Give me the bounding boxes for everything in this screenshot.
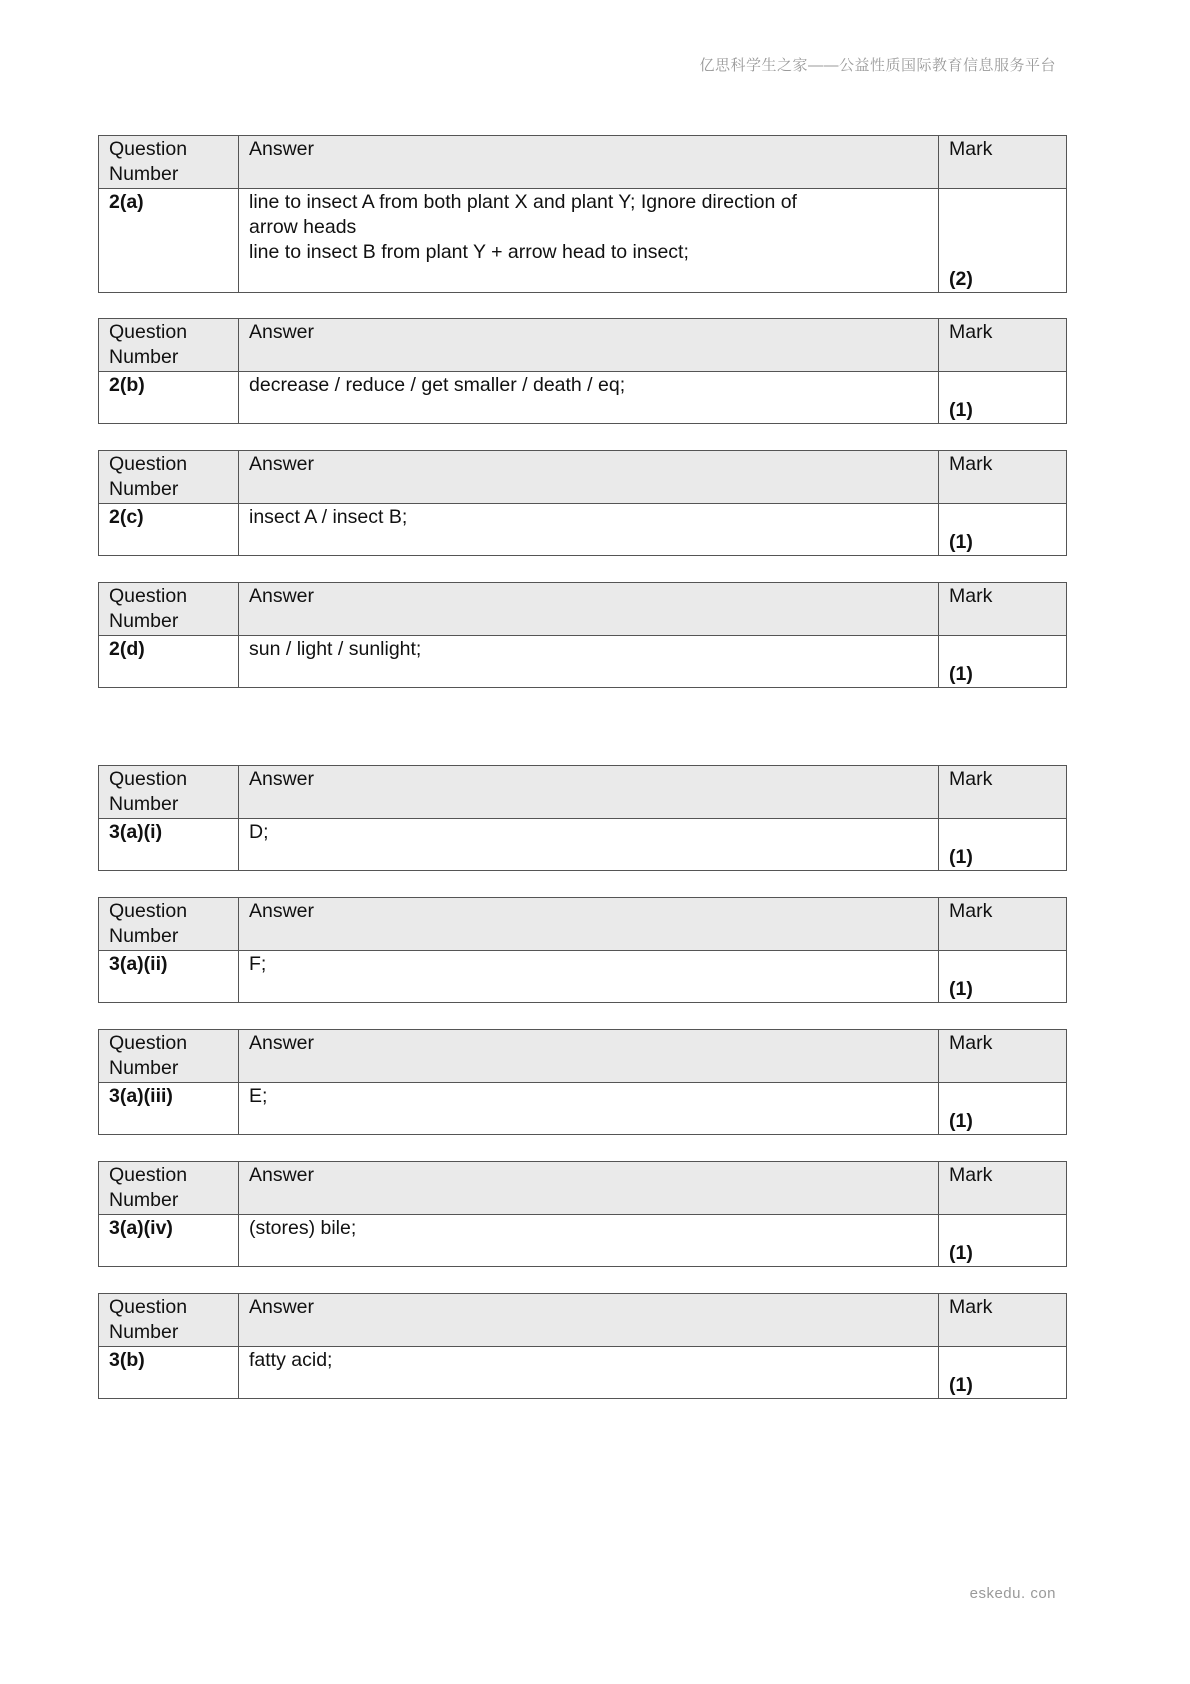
answer-line: arrow heads xyxy=(249,216,357,238)
page-footer-text: eskedu. con xyxy=(969,1585,1056,1602)
question-number: 2(d) xyxy=(99,636,239,688)
table-header-row xyxy=(99,451,1067,504)
answer-header: Answer xyxy=(239,1162,939,1215)
question-number-header: Question Number xyxy=(99,766,239,819)
table-header-row xyxy=(99,1162,1067,1215)
mark-value: (1) xyxy=(939,1347,1067,1399)
mark-value: (1) xyxy=(939,504,1067,556)
question-number: 2(b) xyxy=(99,372,239,424)
table-header-row xyxy=(99,898,1067,951)
mark-header: Mark xyxy=(939,898,1067,951)
table-header-row xyxy=(99,1294,1067,1347)
mark-scheme-table-3aiv xyxy=(98,1161,1067,1267)
answer-cell xyxy=(239,1215,939,1267)
question-number-header: Question Number xyxy=(99,1294,239,1347)
answer-cell xyxy=(239,636,939,688)
mark-header: Mark xyxy=(939,1162,1067,1215)
answer-cell xyxy=(239,819,939,871)
answer-cell xyxy=(239,1083,939,1135)
table-header-row xyxy=(99,136,1067,189)
question-number-header: Question Number xyxy=(99,1162,239,1215)
question-number: 3(b) xyxy=(99,1347,239,1399)
answer-header: Answer xyxy=(239,898,939,951)
answer-line: E; xyxy=(249,1085,268,1107)
answer-line: sun / light / sunlight; xyxy=(249,638,422,660)
table-row xyxy=(99,636,1067,688)
answer-line: line to insect A from both plant X and plant Y; Ignore direction of xyxy=(249,191,797,213)
answer-line: F; xyxy=(249,953,267,975)
mark-header: Mark xyxy=(939,583,1067,636)
table-row xyxy=(99,372,1067,424)
table-row xyxy=(99,1215,1067,1267)
question-number: 3(a)(i) xyxy=(99,819,239,871)
answer-cell xyxy=(239,504,939,556)
mark-scheme-table-2a xyxy=(98,135,1067,293)
question-number-header: Question Number xyxy=(99,1030,239,1083)
mark-scheme-table-3aiii xyxy=(98,1029,1067,1135)
mark-value: (1) xyxy=(939,951,1067,1003)
answer-cell xyxy=(239,189,939,293)
table-header-row xyxy=(99,766,1067,819)
question-number: 2(c) xyxy=(99,504,239,556)
answer-cell xyxy=(239,1347,939,1399)
table-row xyxy=(99,1347,1067,1399)
question-number-header: Question Number xyxy=(99,319,239,372)
mark-header: Mark xyxy=(939,136,1067,189)
question-number-header: Question Number xyxy=(99,451,239,504)
question-number: 3(a)(iv) xyxy=(99,1215,239,1267)
mark-scheme-table-2d xyxy=(98,582,1067,688)
mark-value: (1) xyxy=(939,636,1067,688)
table-header-row xyxy=(99,583,1067,636)
mark-value: (1) xyxy=(939,819,1067,871)
table-row xyxy=(99,1083,1067,1135)
answer-line: line to insect B from plant Y + arrow head to insect; xyxy=(249,241,689,263)
mark-value: (1) xyxy=(939,372,1067,424)
answer-header: Answer xyxy=(239,1294,939,1347)
question-number: 3(a)(ii) xyxy=(99,951,239,1003)
mark-header: Mark xyxy=(939,1030,1067,1083)
answer-cell xyxy=(239,951,939,1003)
answer-line: D; xyxy=(249,821,269,843)
answer-header: Answer xyxy=(239,136,939,189)
question-number: 2(a) xyxy=(99,189,239,293)
table-header-row xyxy=(99,319,1067,372)
table-row xyxy=(99,819,1067,871)
mark-scheme-table-2b xyxy=(98,318,1067,424)
answer-header: Answer xyxy=(239,583,939,636)
mark-scheme-table-3ai xyxy=(98,765,1067,871)
mark-scheme-table-2c xyxy=(98,450,1067,556)
answer-header: Answer xyxy=(239,1030,939,1083)
table-row xyxy=(99,189,1067,293)
mark-value: (1) xyxy=(939,1215,1067,1267)
answer-cell xyxy=(239,372,939,424)
answer-header: Answer xyxy=(239,451,939,504)
mark-value: (1) xyxy=(939,1083,1067,1135)
question-number-header: Question Number xyxy=(99,136,239,189)
question-number-header: Question Number xyxy=(99,583,239,636)
answer-header: Answer xyxy=(239,766,939,819)
answer-line: decrease / reduce / get smaller / death / eq; xyxy=(249,374,626,396)
answer-line: (stores) bile; xyxy=(249,1217,357,1239)
mark-value: (2) xyxy=(939,189,1067,293)
mark-header: Mark xyxy=(939,1294,1067,1347)
answer-line: insect A / insect B; xyxy=(249,506,408,528)
question-number: 3(a)(iii) xyxy=(99,1083,239,1135)
table-header-row xyxy=(99,1030,1067,1083)
page-header-text: 亿思科学生之家——公益性质国际教育信息服务平台 xyxy=(699,57,1056,74)
mark-scheme-table-3aii xyxy=(98,897,1067,1003)
mark-header: Mark xyxy=(939,319,1067,372)
table-row xyxy=(99,504,1067,556)
answer-line: fatty acid; xyxy=(249,1349,333,1371)
answer-header: Answer xyxy=(239,319,939,372)
mark-header: Mark xyxy=(939,766,1067,819)
mark-scheme-table-3b xyxy=(98,1293,1067,1399)
question-number-header: Question Number xyxy=(99,898,239,951)
table-row xyxy=(99,951,1067,1003)
mark-header: Mark xyxy=(939,451,1067,504)
